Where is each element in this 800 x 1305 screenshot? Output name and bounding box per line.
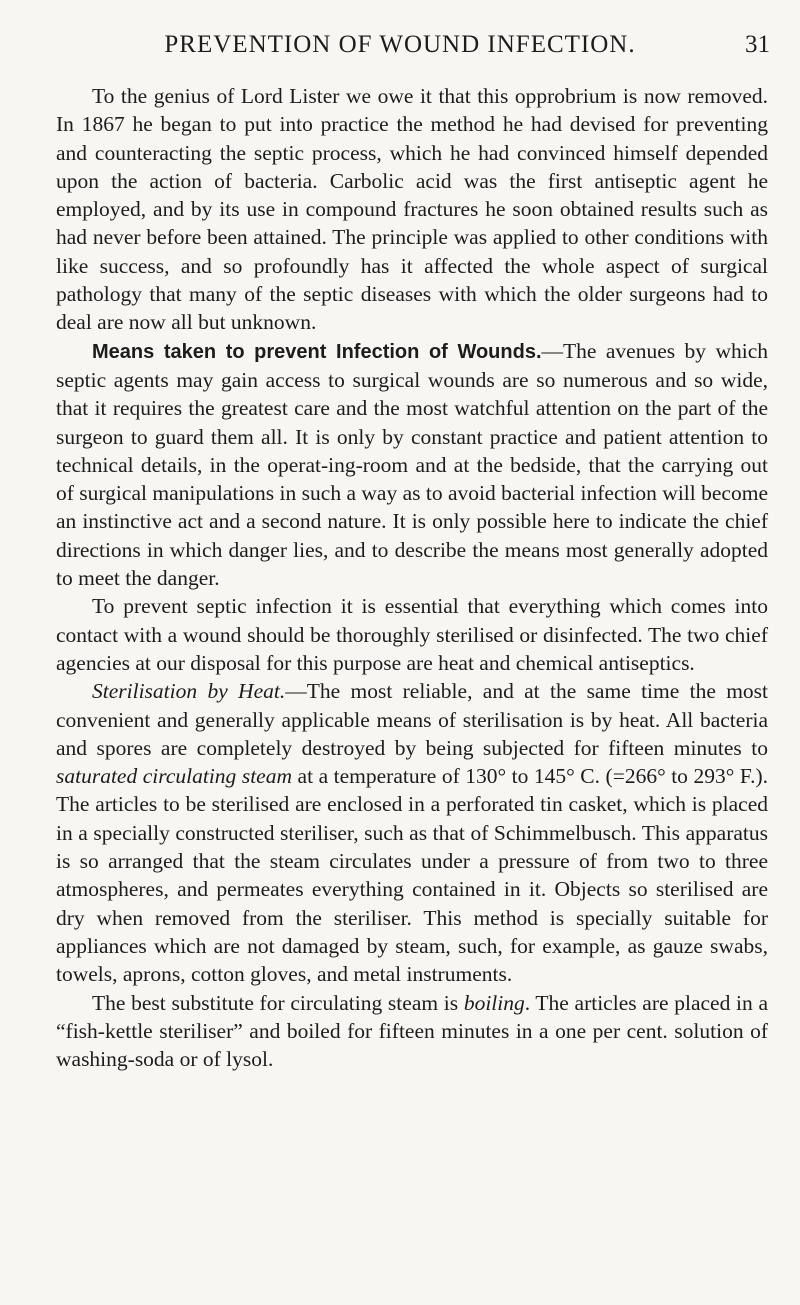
section-heading-heat: Sterilisation by Heat.: [92, 679, 286, 704]
paragraph-boiling-text-a: The best substitute for circulating steam is: [92, 990, 464, 1015]
paragraph-prevent-text: To prevent septic infection it is essential that everything which comes into contact with a wound should be thoroughly sterilised or disinfected. The two chief agencies at our disposal for this purpose are heat and chemical antiseptics.: [56, 594, 768, 675]
body-text: [56, 82, 768, 1073]
section-heading-means: Means taken to prevent Infection of Wounds.: [92, 340, 542, 363]
emphasis-steam: saturated circulating steam: [56, 764, 292, 789]
paragraph-heat-text-a: —The most reliable, and at the same time the most convenient and generally applicable means of sterilisation is by heat. All bacteria and spores are completely destroyed by being subjected for fifteen minutes to: [56, 679, 769, 760]
paragraph-prevent: [56, 592, 768, 677]
paragraph-means: [56, 337, 768, 593]
paragraph-lister: [56, 82, 768, 337]
paragraph-boiling: [56, 989, 768, 1074]
running-head: PREVENTION OF WOUND INFECTION.: [164, 31, 636, 58]
paragraph-heat: [56, 677, 768, 988]
page-header: [0, 25, 800, 65]
paragraph-lister-text: To the genius of Lord Lister we owe it that this opprobrium is now removed. In 1867 he began to put into practice the method he had devised for preventing and counteracting the septic process, which he had convinced himself depended upon the action of bacteria. Carbolic acid was the first antiseptic agent he employed, and by its use in compound fractures he soon obtained results such as had never before been attained. The principle was applied to other conditions with like success, and so profoundly has it affected the whole aspect of surgical pathology that many of the septic diseases with which the older surgeons had to deal are now all but unknown.: [56, 84, 768, 335]
page-number: 31: [745, 31, 770, 58]
emphasis-boiling: boiling: [463, 990, 525, 1015]
paragraph-heat-text-b: at a temperature of 130° to 145° C. (=266° to 293° F.). The articles to be sterilised are enclosed in a perforated tin casket, which is placed in a specially constructed steriliser, such as that of Schimmelbusch. This apparatus is so arranged that the steam circulates under a pressure of from two to three atmospheres, and permeates everything contained in it. Objects so sterilised are dry when removed from the steriliser. This method is specially suitable for appliances which are not damaged by steam, such, for example, as gauze swabs, towels, aprons, cotton gloves, and metal instruments.: [56, 764, 768, 987]
paragraph-means-text: —The avenues by which septic agents may gain access to surgical wounds are so numerous and so wide, that it requires the greatest care and the most watchful attention on the part of the surgeon to guard them all. It is only by constant practice and patient attention to technical details, in the operat-ing-room and at the bedside, that the carrying out of surgical manipulations in such a way as to avoid bacterial infection will become an instinctive act and a second nature. It is only possible here to indicate the chief directions in which danger lies, and to describe the means most generally adopted to meet the danger.: [56, 338, 768, 591]
paragraph-boiling-text-b: . The articles are placed in a “fish-kettle steriliser” and boiled for fifteen minutes in a one per cent. solution of washing-soda or of lysol.: [56, 990, 768, 1072]
